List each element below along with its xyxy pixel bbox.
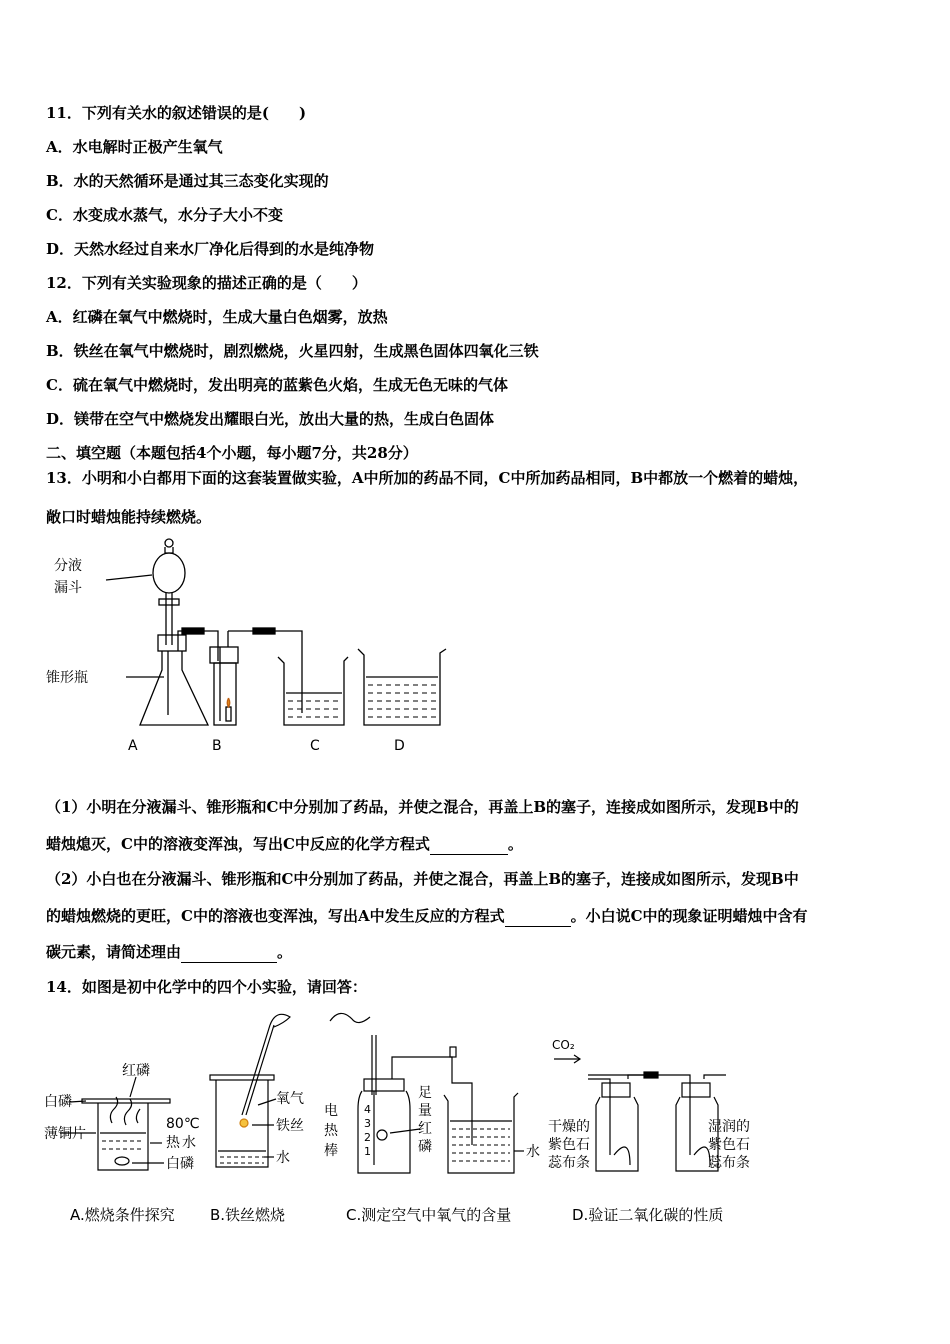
caption-b: B.铁丝燃烧 — [210, 1206, 286, 1224]
label-funnel-2: 漏斗 — [54, 580, 82, 596]
label-temp: 80℃ — [166, 1116, 200, 1132]
label-co2: CO₂ — [552, 1038, 575, 1052]
label-c: C — [310, 738, 320, 754]
label-copper-sheet: 薄铜片 — [44, 1126, 86, 1142]
label-iron-wire: 铁丝 — [276, 1118, 304, 1134]
label-mark-2: 2 — [364, 1131, 371, 1144]
label-wet-3: 蕊布条 — [708, 1155, 750, 1171]
q13-stem-line2: 敞口时蜡烛能持续燃烧。 — [46, 508, 212, 526]
caption-a: A.燃烧条件探究 — [70, 1206, 175, 1224]
q12-stem: 12．下列有关实验现象的描述正确的是（ ） — [46, 274, 367, 292]
label-hot-1: 热 — [166, 1135, 180, 1151]
section-heading: 二、填空题（本题包括4个小题，每小题7分，共28分） — [46, 444, 418, 462]
caption-d: D.验证二氧化碳的性质 — [572, 1206, 724, 1224]
label-lin: 磷 — [418, 1139, 432, 1155]
q13-part2-line2 — [46, 906, 808, 927]
label-oxygen: 氧气 — [276, 1091, 304, 1107]
label-zu: 足 — [418, 1085, 432, 1101]
label-white-phosphorus: 白磷 — [44, 1094, 72, 1110]
label-bang: 棒 — [324, 1143, 338, 1159]
q13-part2-cont: 。小白说C中的现象证明蜡烛中含有 — [570, 907, 808, 925]
label-a: A — [128, 738, 138, 754]
label-d: D — [394, 738, 405, 754]
q13-part2-line1: （2）小白也在分液漏斗、锥形瓶和C中分别加了药品，并使之混合，再盖上B的塞子，连接成如图所示，发现B中 — [46, 870, 799, 888]
label-mark-4: 4 — [364, 1103, 371, 1116]
q13-part1-line2 — [46, 834, 523, 855]
q13-apparatus-figure — [40, 535, 460, 760]
q14-stem: 14．如图是初中化学中的四个小实验，请回答： — [46, 978, 367, 996]
label-b: B — [212, 738, 222, 754]
q14-experiments-figure — [40, 1005, 780, 1205]
label-hong: 红 — [418, 1121, 432, 1137]
q12-option-d: D．镁带在空气中燃烧发出耀眼白光，放出大量的热，生成白色固体 — [46, 410, 495, 428]
label-mark-3: 3 — [364, 1117, 371, 1130]
label-hot-2: 水 — [182, 1135, 196, 1151]
answer-blank-1[interactable] — [430, 834, 508, 855]
label-water-c: 水 — [526, 1144, 540, 1160]
label-liang: 量 — [418, 1103, 432, 1119]
q13-part2-text: 的蜡烛燃烧的更旺，C中的溶液也变浑浊，写出A中发生反应的方程式 — [46, 907, 505, 925]
q13-stem-line1: 13．小明和小白都用下面的这套装置做实验，A中所加的药品不同，C中所加药品相同，B中都放一个燃着的蜡烛， — [46, 469, 809, 487]
label-dry-2: 紫色石 — [548, 1137, 590, 1153]
q13-part2-reason: 碳元素，请简述理由 — [46, 943, 182, 961]
q11-option-d: D．天然水经过自来水厂净化后得到的水是纯净物 — [46, 240, 375, 258]
q13-part2-end: 。 — [277, 943, 293, 961]
caption-c: C.测定空气中氧气的含量 — [346, 1206, 512, 1224]
label-dry-3: 蕊布条 — [548, 1155, 590, 1171]
label-white-phosphorus-2: 白磷 — [166, 1156, 194, 1172]
label-re: 热 — [324, 1123, 338, 1139]
q11-option-a: A．水电解时正极产生氧气 — [46, 138, 223, 156]
label-wet-2: 紫色石 — [708, 1137, 750, 1153]
q13-part2-line3 — [46, 942, 292, 963]
label-dry-1: 干燥的 — [548, 1119, 590, 1135]
label-flask: 锥形瓶 — [46, 670, 88, 686]
label-water-b: 水 — [276, 1150, 290, 1166]
q12-option-c: C．硫在氧气中燃烧时，发出明亮的蓝紫色火焰，生成无色无味的气体 — [46, 376, 508, 394]
q11-stem: 11．下列有关水的叙述错误的是( ) — [46, 104, 307, 122]
q13-part1-line1: （1）小明在分液漏斗、锥形瓶和C中分别加了药品，并使之混合，再盖上B的塞子，连接成如图所示，发现B中的 — [46, 798, 799, 816]
q13-part1-text: 蜡烛熄灭，C中的溶液变浑浊，写出C中反应的化学方程式 — [46, 835, 430, 853]
q11-option-c: C．水变成水蒸气，水分子大小不变 — [46, 206, 283, 224]
answer-blank-2[interactable] — [505, 906, 571, 927]
label-wet-1: 湿润的 — [708, 1119, 750, 1135]
q12-option-b: B．铁丝在氧气中燃烧时，剧烈燃烧，火星四射，生成黑色固体四氧化三铁 — [46, 342, 539, 360]
q11-option-b: B．水的天然循环是通过其三态变化实现的 — [46, 172, 329, 190]
label-dian: 电 — [324, 1103, 338, 1119]
q13-part1-end: 。 — [507, 835, 523, 853]
answer-blank-3[interactable] — [181, 942, 277, 963]
label-mark-1: 1 — [364, 1145, 371, 1158]
label-red-phosphorus: 红磷 — [122, 1063, 150, 1079]
q12-option-a: A．红磷在氧气中燃烧时，生成大量白色烟雾，放热 — [46, 308, 388, 326]
label-funnel-1: 分液 — [54, 558, 82, 574]
